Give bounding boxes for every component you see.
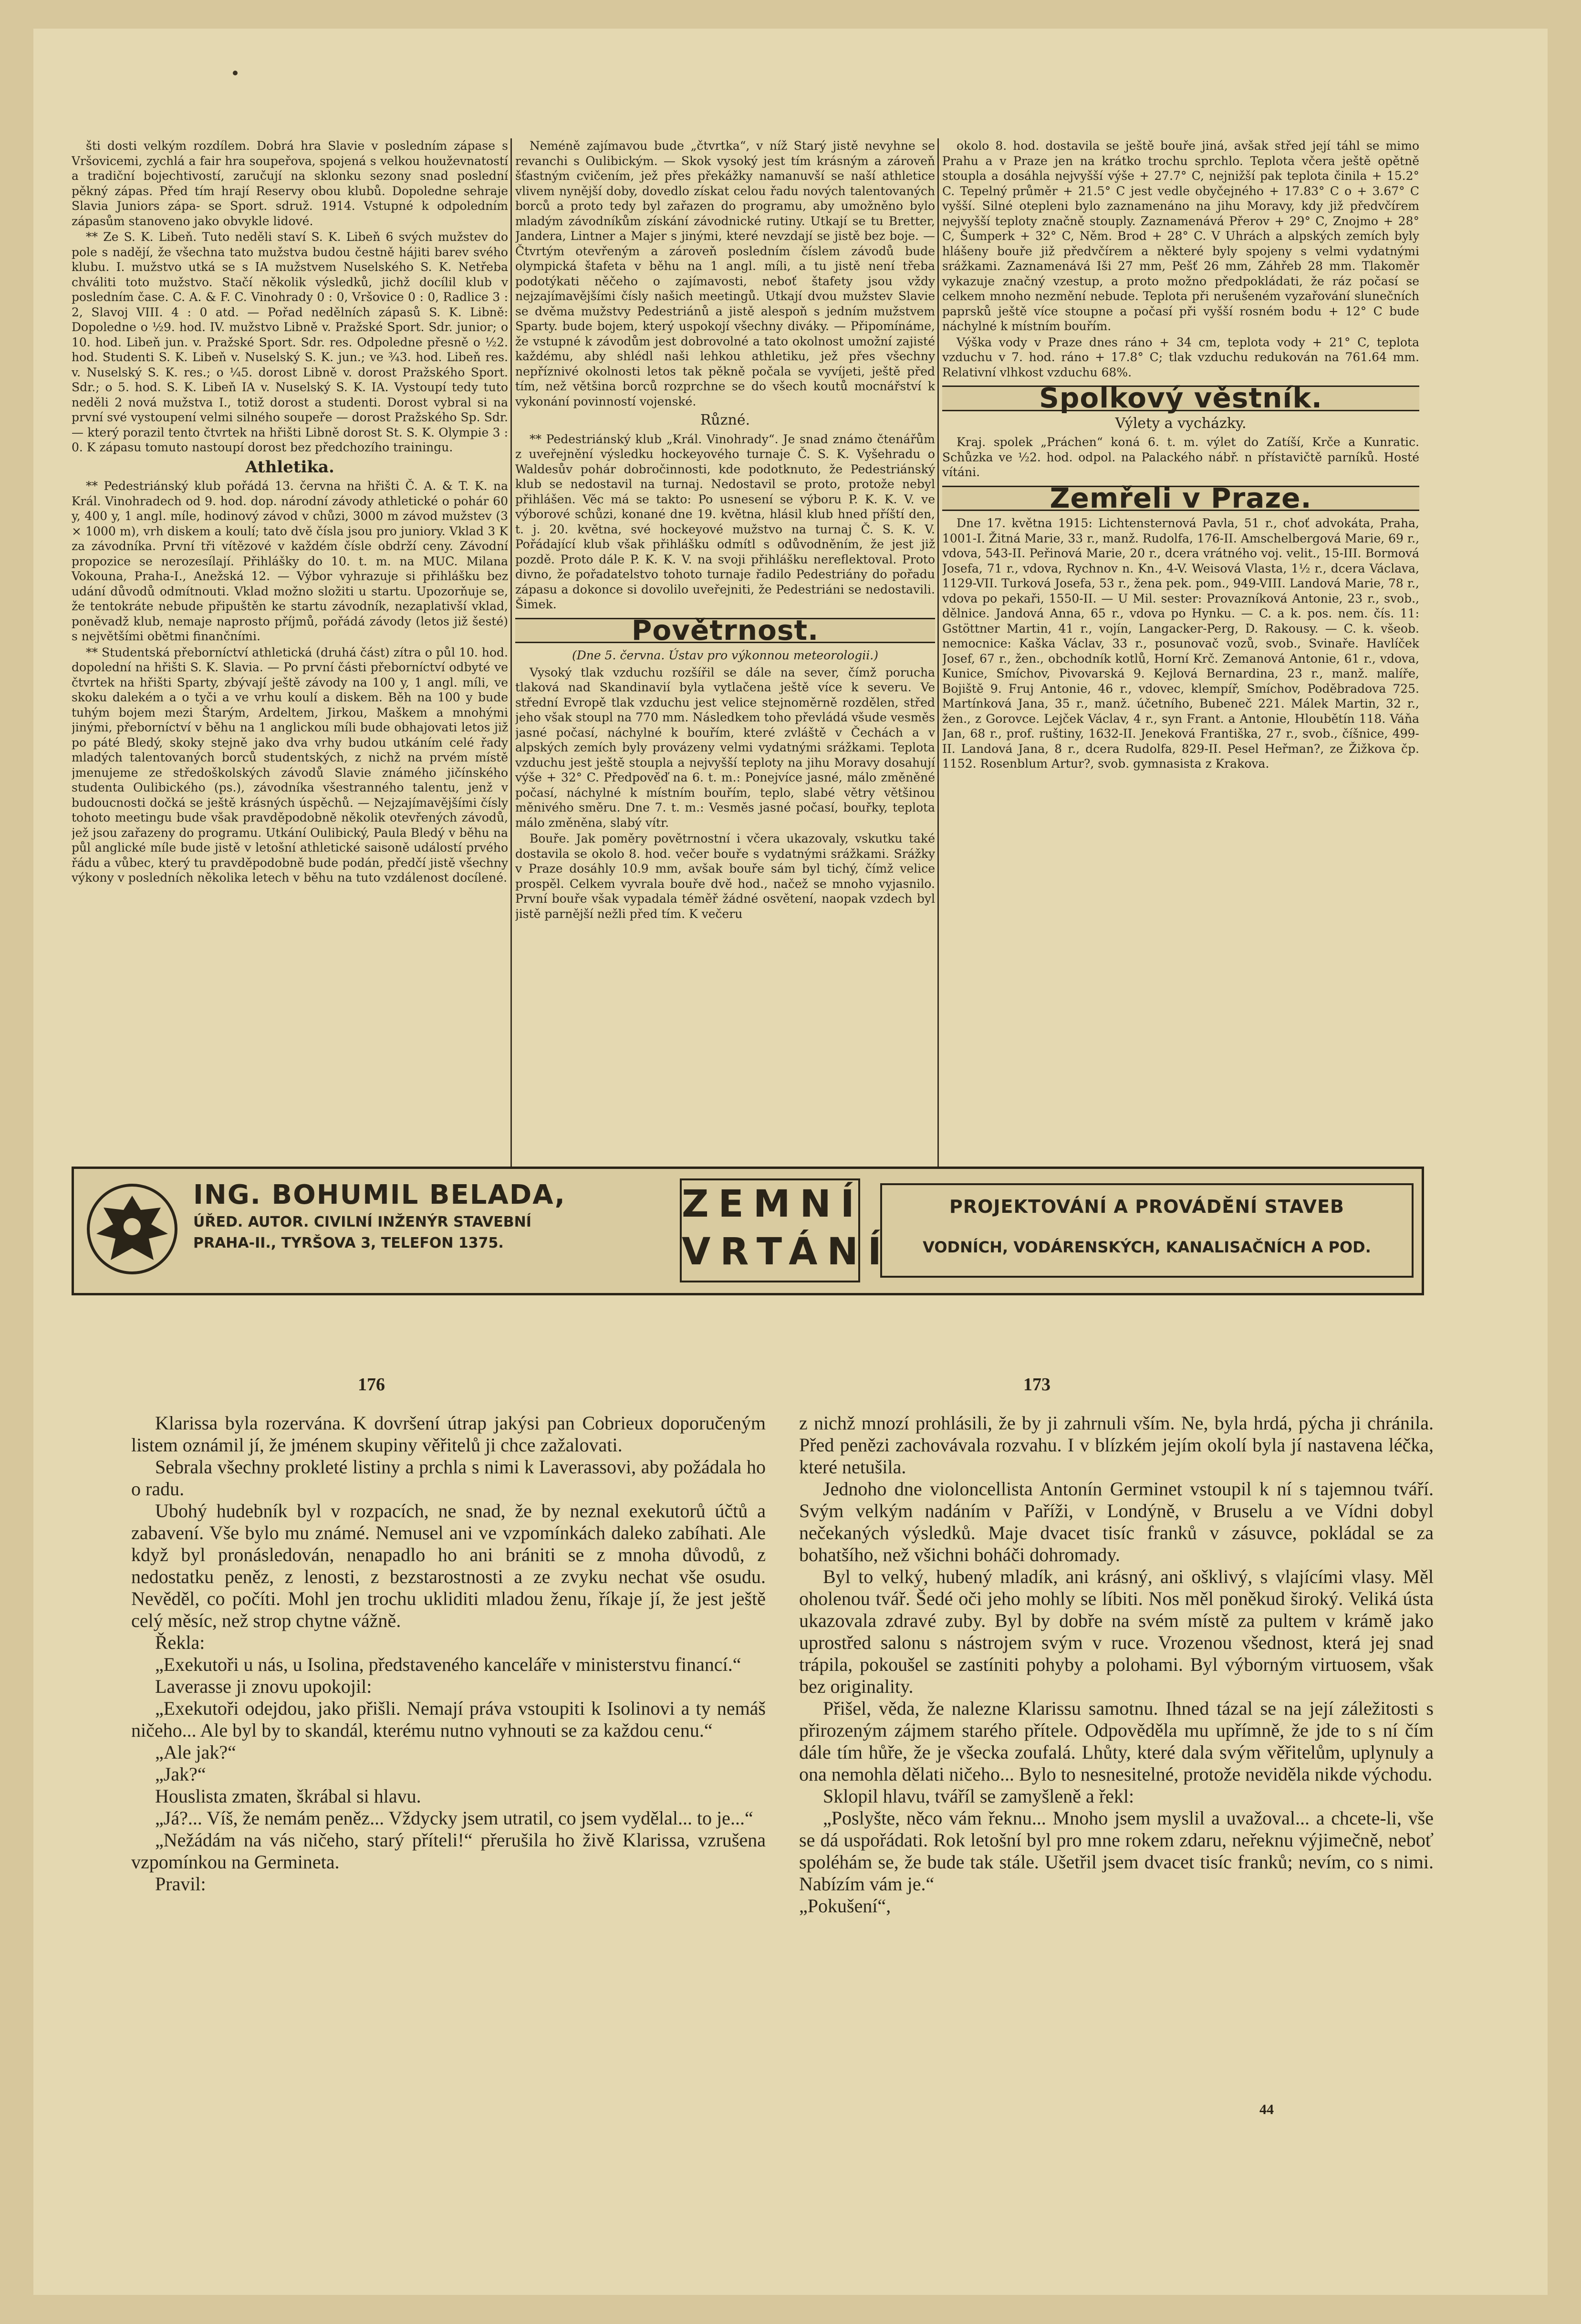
paragraph: ** Ze S. K. Libeň. Tuto neděli staví S. K. Libeň 6 svých mužstev do pole s nadějí, že všechna tato mužstva budou čestně hájiti barev svého klubu. I. mužstvo utká se s IA mužstvem Nuselského S. K. Netřeba chváliti toto mužstvo. Stačí několik výsledků, jichž docílil klub v posledním čase. C. A. & F. C. Vinohrady 0 : 0, Vršovice 0 : 0, Radlice 3 : 2, Slavoj VIII. 4 : 0 atd. — Pořad nedělních zápasů S. K. Libně: Dopoledne o ½9. hod. IV. mužstvo Libně v. Pražské Sport. Sdr. junior; o 10. hod. Libeň jun. v. Pražské Sport. Sdr. res. Odpoledne přesně o ½2. hod. Studenti S. K. Libeň v. Nuselský S. K. jun.; ve ¾3. hod. Libeň res. v. Nuselský S. K. res.; o ¼5. dorost Libně v. dorost Pražského Sport. Sdr.; o 5. hod. S. K. Libeň IA v. Nuselský S. K. IA. Vystoupí tedy tuto neděli 2 nová mužstva I., totiž dorost a studenti. Dorost vybral si na první své vystoupení velmi silného soupeře — dorost Pražského Sp. Sdr. — který porazil tento čtvrtek na hřišti Libně dorost St. S. K. Olympie 3 : 0. K zápasu tomuto nastoupí dorost bez předchozího trainingu. (72, 230, 508, 454)
section-heading: Athletika. (245, 457, 334, 477)
paragraph: šti dosti velkým rozdílem. Dobrá hra Slavie v posledním zápase s Vršovicemi, zychlá a fair hra soupeřova, spojená s velkou houževnatostí a tradiční bojechtivostí, zaručují na sklonku sezony snad poslední pěkný zápas. Před tím hrají Reservy obou klubů. Dopoledne sehraje Slavia Juniors zápa- se Sport. sdruž. 1914. Vstupné k odpoledním zápasům stanoveno jako obvykle lidové. (72, 139, 508, 228)
section-heading-box: Spolkový věstník. (942, 386, 1419, 411)
advertiser-block (193, 1178, 623, 1254)
paragraph: „Nežádám na vás ničeho, starý příteli!“ přerušila ho živě Klarissa, vzrušena vzpomínkou na Germineta. (131, 1829, 766, 1873)
paragraph: Jednoho dne violoncellista Antonín Germinet vstoupil k ní s tajemnou tváří. Svým velkým nadáním v Paříži, v Londýně, v Bruselu a ve Vídni dobyl nečekaných výsledků. Maje dvacet tisíc franků v zásuvce, pokládal se za bohatšího, než všichni boháči dohromady. (799, 1478, 1434, 1565)
paragraph: Vysoký tlak vzduchu rozšířil se dále na sever, čímž porucha tlaková nad Skandinavií byla vytlačena ještě více k severu. Ve střední Evropě tlak vzduchu jest velice stejnoměrně rozdělen, střed jeho však stoupl na 770 mm. Následkem toho převládá všude vesměs jasné počasí, náchylné k bouřím, které zvláště v Čechách a v alpských zemích byly provázeny velmi vydatnými srážkami. Teplota vzduchu jest ještě stoupla a nejvyšší teploty na jihu Moravy dosahují výše + 32° C. Předpověď na 6. t. m.: Ponejvíce jasné, málo změněné počasí, náchylné k místním bouřím, teplo, slabé větry většinou měnivého směru. Dne 7. t. m.: Vesměs jasné počasí, bouřky, teplota málo změněna, slabý vítr. (515, 665, 935, 830)
paragraph: „Ale jak?“ (155, 1741, 236, 1763)
paragraph: Pravil: (155, 1873, 206, 1895)
left-page-number: 176 (358, 1375, 385, 1395)
paragraph: „Jak?“ (155, 1763, 206, 1785)
paragraph: Bouře. Jak poměry povětrnostní i včera ukazovaly, vskutku také dostavila se okolo 8. hod. večer bouře s vydatnými srážkami. Srážky v Praze dosáhly 10.9 mm, avšak bouře sám byl tichý, čímž velice prospěl. Celkem vyvrala bouře dvě hod., načež se mnoho vyjasnilo. První bouře však vypadala téměř žádné osvětení, naopak vzdech byl jistě parnější nežli před tím. K večeru (515, 832, 935, 921)
section-heading-box: Povětrnost. (515, 618, 935, 644)
section-note: (Dne 5. června. Ústav pro výkonnou meteorologii.) (572, 648, 878, 662)
paragraph: Laverasse ji znovu upokojil: (155, 1676, 372, 1697)
paragraph: Byl to velký, hubený mladík, ani krásný, ani ošklivý, s vlajícími vlasy. Měl oholenou tvář. Šedé oči jeho mohly se líbiti. Nos měl poněkud široký. Veliká ústa ukazovala zdravé zuby. Byl by dobře na svém místě za pultem v krámě jako uprostřed salonu s nástrojem svým v ruce. Vrozenou všednost, která jej snad trápila, pokoušel se zastíniti pohyby a polohami. Byl výborným virtuosem, však bez originality. (799, 1566, 1434, 1697)
paragraph: ** Studentská přeborníctví athletická (druhá část) zítra o půl 10. hod. dopolední na hřišti S. K. Slavia. — Po první části přeborníctví odbyté ve čtvrtek na hřišti Sparty, zbývají ještě závody na 100 y, 1 angl. míli, ve skoku dalekém a o tyči a ve vrhu koulí a diskem. Běh na 100 y bude tuhým bojem mezi Štarým, Ardeltem, Jirkou, Maškem a mnohými jinými, přeborníctví v běhu na 1 anglickou míli bude obhajovati letos již po páté Bledý, skoky stejně jako dva vrhy budou utkáním celé řady mladých talentovaných borců studentských, z nichž na prvém místě jmenujeme ze středoškolských závodů Slavie známého jičínského studenta Oulibického (ps.), závodníka všestranného talentu, jenž v budoucnosti dočká se ještě krásných úspěchů. — Nejzajímavějšími čísly tohoto meetingu bude však pravděpodobně několik otevřených závodů, jež jsou zařazeny do programu. Utkání Oulibický, Paula Bledý v běhu na půl anglické míle bude jistě v letošní athletické saisoně událostí prvého řádu a vůbec, který tu pravděpodobně bude podán, předčí jistě všechny výkony v posledních několika letech v běhu na tuto vzdálenost docílené. (72, 645, 508, 885)
paragraph: Houslista zmaten, škrábal si hlavu. (155, 1785, 421, 1807)
paragraph: „Já?... Víš, že nemám peněz... Vždycky jsem utratil, co jsem vydělal... to je...“ (155, 1807, 753, 1829)
right-page-number: 173 (1023, 1375, 1051, 1395)
paragraph: Neméně zajímavou bude „čtvrtka“, v níž Starý jistě nevyhne se revanchi s Oulibickým. — Skok vysoký jest tím krásným a zároveň šťastným cvičením, jež přes překážky namanuvší se naší athletice vlivem nynější doby, dovedlo získat celou řadu nových talentovaných borců a proto tedy byl zařazen do programu, aby umožněno bylo mladým závodníkům získání závodnické rutiny. Utkají se tu Bretter, Jandera, Lintner a Majer s jinými, které nevzdají se jistě bez boje. — Čtvrtým otevřeným a zároveň posledním číslem závodů bude olympická štafeta v běhu na 1 angl. míli, a tu jistě není třeba podotýkati něčeho o zajímavosti, neboť štafety jsou vždy nejzajímavějšími čísly našich meetingů. Utkají dvou mužstev Slavie se dvěma mužstvy Pedestriánů a jistě alespoň s jedním mužstvem Sparty. bude bojem, který uspokojí všechny diváky. — Připomínáme, že vstupné k závodům jest dobrovolné a tato okolnost umožní zajisté každému, aby shlédl naši lehkou athletiku, jež přes všechny nepříznivé okolnosti letos tak pěkně počala se vyvíjeti, ještě před tím, než většina borců rozprchne se do všech koutů mocnářství k vykonání povinností vojenské. (515, 139, 935, 408)
ad-center-box (680, 1178, 891, 1282)
paragraph: Dne 17. května 1915: Lichtensternová Pavla, 51 r., choť advokáta, Praha, 1001-I. Žitná Marie, 33 r., manž. Rudolfa, 176-II. Amschelbergová Marie, 69 r., vdova, 543-II. Peřinová Marie, 20 r., dcera vrátného voj. velit., 15-III. Bormová Josefa, 71 r., vdova, Rychnov n. Kn., 4-V. Weisová Vlasta, 1½ r., dcera Václava, 1129-VII. Turková Josefa, 53 r., žena pek. pom., 949-VIII. Landová Marie, 78 r., vdova po pekaři, 1550-II. — U Mil. sester: Provazníková Antonie, 23 r., svob., dělnice. Jandová Anna, 65 r., vdova po Hynku. — C. a k. pos. nem. čís. 11: Gstöttner Martin, 41 r., vojín, Langacker-Perg, D. Rakousy. — C. k. všeob. nemocnice: Kaška Václav, 33 r., posunovač vozů, svob., Svinaře. Havlíček Josef, 67 r., žen., obchodník kotlů, Horní Krč. Zemanová Antonie, 61 r., vdova, Kunice, Smíchov, Pivovarská 9. Kejlová Bernardina, 23 r., manž. malíře, Bojiště 9. Fruj Antonie, 46 r., vdovec, klempíř, Smíchov, Poděbradova 725. Martínková Jana, 35 r., manž. účetního, Bubeneč 221. Málek Martin, 32 r., žen., z Gorovce. Lejček Václav, 4 r., syn Frant. a Antonie, Hloubětín 118. Váňa Jan, 68 r., prof. ruštiny, 1632-II. Jeneková Františka, 27 r., svob., číšnice, 499-II. Landová Jana, 8 r., dcera Rudolfa, 829-II. Pesel Heřman?, ze Žižkova čp. 1152. Rosenblum Artur?, svob. gymnasista z Krakova. (942, 516, 1419, 771)
book-page-left (131, 1412, 766, 2223)
ink-dot (233, 71, 238, 75)
advertiser-address: PRAHA-II., TYRŠOVA 3, TELEFON 1375. (193, 1235, 504, 1251)
ad-services-box (880, 1183, 1414, 1278)
newspaper-column-1 (72, 138, 508, 1255)
advertiser-name: ING. BOHUMIL BELADA, (193, 1179, 566, 1210)
paragraph: ** Pedestriánský klub pořádá 13. června na hřišti Č. A. & T. K. na Král. Vinohradech od 9. hod. dop. národní závody athletické o pohár 60 y, 400 y, 1 angl. míle, hodinový závod v chůzi, 3000 m závod mužstev (3 × 1000 m), vrh diskem a koulí; tato dvě čísla jsou pro juniory. Vklad 3 K za závodníka. První tři vítězové v každém čísle obdrží ceny. Závodní propozice se nerozesílají. Přihlášky do 10. t. m. na MUC. Milana Vokouna, Praha-I., Anežská 12. — Výbor vyhrazuje si přihlášku bez udání důvodů odmítnouti. Vklad možno složiti u startu. Upozorňuje se, že tentokráte nebude připuštěn ke startu závodník, nezaplativší vklad, poněvadž klub, nemaje naprosto příjmů, pořádá závody (letos již šesté) s největšími obětmi finančními. (72, 479, 508, 643)
newspaper-column-2 (515, 138, 935, 1255)
eagle-emblem-icon (84, 1181, 180, 1277)
advertisement (72, 1167, 1424, 1295)
paragraph: „Poslyšte, něco vám řeknu... Mnoho jsem myslil a uvažoval... a chcete-li, vše se dá uspořádati. Rok letošní byl pro mne rokem zdaru, neřeknu výjimečně, neboť spoléhám se, že bude tak stále. Ušetřil jsem dvacet tisíc franků; nevím, co s nimi. Nabízím vám je.“ (799, 1807, 1434, 1895)
subsection-heading: Různé. (700, 412, 750, 428)
column-rule (510, 138, 512, 1250)
paragraph: z nichž mnozí prohlásili, že by ji zahrnuli vším. Ne, byla hrdá, pýcha ji chránila. Před penězi zachovávala rozvahu. I v blízkém jejím okolí byla jí nastavena léčka, které netušila. (799, 1412, 1434, 1478)
paragraph: Ubohý hudebník byl v rozpacích, ne snad, že by neznal exekutorů účtů a zabavení. Vše bylo mu známé. Nemusel ani ve vzpomínkách daleko zabíhati. Ale když byl pronásledován, nenapadlo ho ani brániti se z mnoha důvodů, z nedostatku peněz, z lenosti, z bezstarostnosti a ze zvyku nechat vše osudu. Nevěděl, co počíti. Mohl jen trochu ukliditi mladou ženu, říkaje jí, že jest ještě celý měsíc, než strop chytne vážně. (131, 1500, 766, 1631)
paragraph: Řekla: (155, 1632, 205, 1653)
paragraph: Sebrala všechny prokleté listiny a prchla s nimi k Laverassovi, aby požádala ho o radu. (131, 1456, 766, 1500)
paragraph: Kraj. spolek „Práchen“ koná 6. t. m. výlet do Zatíší, Krče a Kunratic. Schůzka ve ½2. hod. odpol. na Palackého nábř. n přístavičtě parníků. Hosté vítáni. (942, 435, 1419, 479)
advertiser-title: ÚŘED. AUTOR. CIVILNÍ INŽENÝR STAVEBNÍ (193, 1214, 531, 1230)
paragraph: Sklopil hlavu, tváříl se zamyšleně a řekl: (823, 1785, 1134, 1807)
signature-mark: 44 (1259, 2102, 1274, 2117)
section-heading-box: Zemřeli v Praze. (942, 486, 1419, 511)
paragraph: okolo 8. hod. dostavila se ještě bouře jiná, avšak střed její táhl se mimo Prahu a v Praze jen na krátko trochu sprchlo. Teplota včera ještě opětně stoupla a dosáhla nejvyšší výše + 27.7° C, nejnižší pak teplota činila + 15.2° C. Tepelný průměr + 21.5° C jest vedle obyčejného + 17.83° C o + 3.67° C vyšší. Silné otepleni bylo zaznamenáno na jihu Moravy, kdy již předvčírem nejvyšší teploty značně stouply. Zaznamenává Přerov + 29° C, Znojmo + 28° C, Šumperk + 32° C, Něm. Brod + 28° C. V Uhrách a alpských zemích byly hlášeny bouře již předvčírem a některé byly spojeny s velmi vydatnými srážkami. Zaznamenává Iši 27 mm, Pešť 26 mm, Záhřeb 28 mm. Tlakoměr vykazuje značný vzestup, a proto možno předpokládati, že ráz počasí se celkem mnoho nezmění nebude. Teplota při nerušeném vyzařování slunečních paprsků ještě více stoupne a počasí při vyšší rosném bodu + 12° C bude náchylné k místním bouřím. (942, 139, 1419, 333)
paragraph: „Exekutoři odejdou, jako přišli. Nemají práva vstoupiti k Isolinovi a ty nemáš ničeho... Ale byl by to skandál, kterému nutno vyhnouti se za každou cenu.“ (131, 1698, 766, 1741)
paragraph: Klarissa byla rozervána. K dovršení útrap jakýsi pan Cobrieux doporučeným listem oznámil jí, že jménem skupiny věřitelů ji chce zažalovati. (131, 1412, 766, 1456)
column-rule (937, 138, 939, 1250)
ad-center-line-1: ZEMNÍ (682, 1183, 864, 1226)
newspaper-column-3 (942, 138, 1419, 1255)
paragraph: ** Pedestriánský klub „Král. Vinohrady“. Je snad známo čtenářům z uveřejnění výsledku hockeyového turnaje Č. S. K. Vyšehradu o Waldesův pohár dobročinnosti, kde podotknuto, že Pedestriánský klub se nedostavil na turnaj. Nedostavil se proto, protože nebyl přihlášen. Věc má se takto: Po usnesení se výboru P. K. K. V. ve výborové schůzi, konané dne 19. května, hlásil klub hned příští den, t. j. 20. května, své hockeyové mužstvo na turnaj Č. S. K. V. Pořádající klub však přihlášku odmítl s odůvodněním, že jest již pozdě. Proto dále P. K. K. V. na svoji přihlášku nereflektoval. Proto divno, že pořadatelstvo tohoto turnaje řadilo Pedestriány do pořadu zápasu a dokonce si dovolilo uveřejniti, že Pedestriáni se nedostavili. Šimek. (515, 432, 935, 611)
paragraph: Výška vody v Praze dnes ráno + 34 cm, teplota vody + 21° C, teplota vzduchu v 7. hod. ráno + 17.8° C; tlak vzduchu redukován na 761.64 mm. Relativní vlhkost vzduchu 68%. (942, 335, 1419, 379)
ad-services-line-2: VODNÍCH, VODÁRENSKÝCH, KANALISAČNÍCH A POD. (923, 1238, 1371, 1256)
ad-services-line-1: PROJEKTOVÁNÍ A PROVÁDĚNÍ STAVEB (949, 1196, 1345, 1217)
ad-center-line-2: VRTÁNÍ (682, 1230, 891, 1273)
paragraph: Přišel, věda, že nalezne Klarissu samotnu. Ihned tázal se na její záležitosti s přirozeným zájmem starého přítele. Odpověděla mu upřímně, že jde to s ní čím dále tím hůře, že je všecka zoufalá. Lhůty, které dala svým věřitelům, uplynuly a ona nemohla dělati ničeho... Bylo to nesnesitelné, protože neviděla nikde východu. (799, 1698, 1434, 1785)
book-page-right (799, 1412, 1434, 2223)
paragraph: „Exekutoři u nás, u Isolina, představeného kanceláře v ministerstvu financí.“ (155, 1654, 741, 1675)
subsection-heading: Výlety a vycházky. (1115, 415, 1247, 432)
paragraph: „Pokušení“, (799, 1895, 891, 1917)
